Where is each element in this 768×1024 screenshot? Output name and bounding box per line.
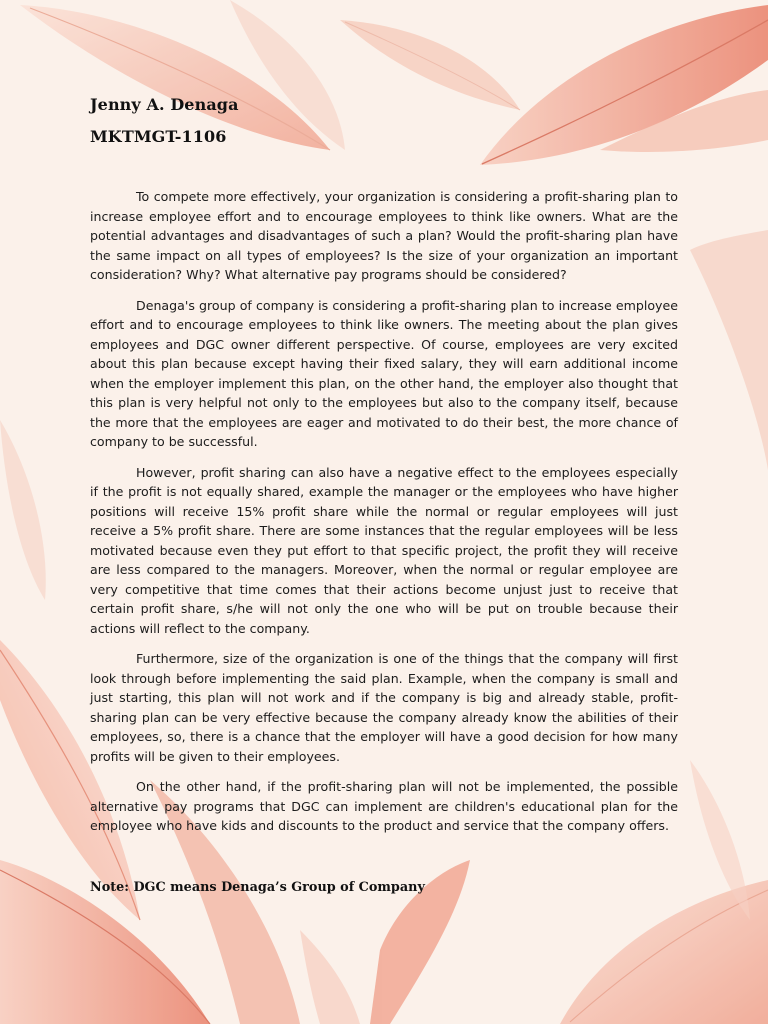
course-code: MKTMGT-1106	[90, 127, 227, 146]
footnote: Note: DGC means Denaga’s Group of Company	[90, 880, 425, 895]
paragraph-disadvantages: However, profit sharing can also have a negative effect to the employees especially if the profit is not equally shared, example the manager or the employees who have higher positions will receive 15% profit share while the normal or regular employees will just receive a 5% profit share. There are some instances that the regular employees will be less motivated because even they put effort to that specific project, the profit they will receive are less compared to the managers. Moreover, when the normal or regular employee are very competitive that time comes that their actions become unjust just to receive that certain profit share, s/he will not only the one who will be put on trouble because their actions will reflect to the company.	[90, 464, 678, 636]
author-name: Jenny A. Denaga	[90, 95, 239, 114]
paragraph-alternatives: On the other hand, if the profit-sharing plan will not be implemented, the possible alternative pay programs that DGC can implement are children's educational plan for the employee who have kids and discounts to the product and service that the company offers.	[90, 779, 678, 833]
paragraph-intro: Denaga's group of company is considering a profit-sharing plan to increase employee effort and to encourage employees to think like owners. The meeting about the plan gives employees and DGC owner different perspective. Of course, employees are very excited about this plan because except having their fixed salary, they will earn additional income when the employer implement this plan, on the other hand, the employer also thought that this plan is very helpful not only to the employees but also to the company itself, because the more that the employees are eager and motivated to do their best, the more chance of company to be successful.	[90, 297, 678, 449]
paragraph-prompt: To compete more effectively, your organization is considering a profit-sharing plan to increase employee effort and to encourage employees to think like owners. What are the potential advantages and disadvantages of such a plan? Would the profit-sharing plan have the same impact on all types of employees? Is the size of your organization an important consideration? Why? What alternative pay programs should be considered?	[90, 189, 678, 282]
document-body	[90, 187, 678, 847]
paragraph-organization-size: Furthermore, size of the organization is one of the things that the company will first look through before implementing the said plan. Example, when the company is small and just starting, this plan will not work and if the company is big and already stable, profit-sharing plan can be very effective because the company already know the abilities of their employees, so, there is a chance that the employer will have a good decision for how many profits will be given to their employees.	[90, 651, 678, 764]
